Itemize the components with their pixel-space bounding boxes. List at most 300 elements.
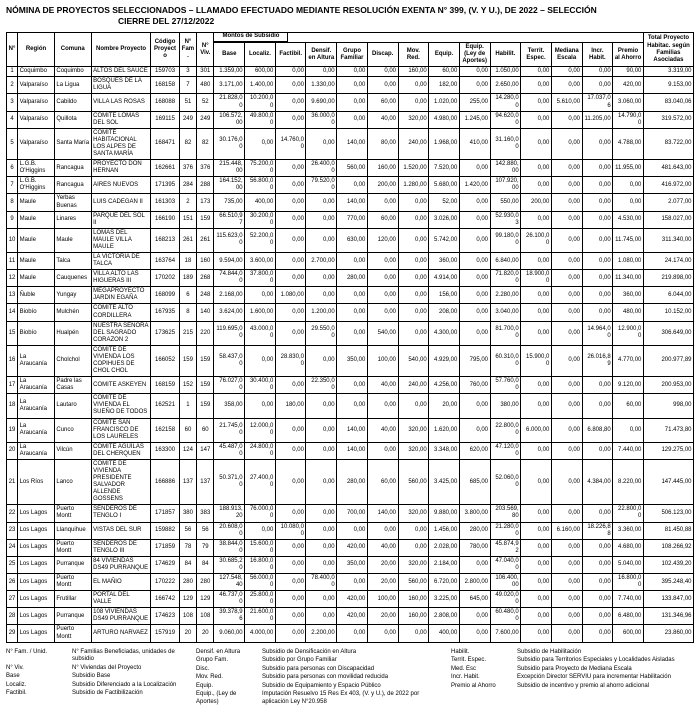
- cell-region: Valparaíso: [18, 111, 55, 128]
- legend-definition: Subsidio de Equipamiento y Espacio Público: [262, 682, 381, 689]
- cell-localiz: 56.800,00: [245, 177, 276, 194]
- table-row: [7, 442, 694, 459]
- cell-densif-altura: 1.200,00: [306, 304, 337, 321]
- cell-numero: 8: [7, 194, 18, 211]
- cell-discap: 0,00: [367, 77, 398, 94]
- cell-total: 24.174,00: [643, 252, 693, 269]
- cell-codigo-proyecto: 162661: [151, 160, 179, 177]
- cell-codigo-proyecto: 159882: [151, 522, 179, 539]
- cell-codigo-proyecto: 170222: [151, 574, 179, 591]
- cell-discap: 120,00: [367, 228, 398, 252]
- cell-densif-altura: 0,00: [306, 287, 337, 304]
- cell-incr-habit: 0,00: [582, 177, 613, 194]
- cell-localiz: 25.800,00: [245, 591, 276, 608]
- cell-nombre-proyecto: MEGAPROYECTO JARDIN EGAÑA: [91, 287, 151, 304]
- cell-comuna: Cauquenes: [54, 270, 91, 287]
- cell-num-viv: 376: [197, 160, 214, 177]
- cell-codigo-proyecto: 163764: [151, 252, 179, 269]
- cell-mov-red: 320,00: [398, 556, 429, 573]
- cell-codigo-proyecto: 162158: [151, 418, 179, 442]
- cell-habilit: 6.840,00: [490, 252, 521, 269]
- cell-territ-espec: 0,00: [521, 252, 552, 269]
- cell-incr-habit: 17.037,06: [582, 94, 613, 111]
- cell-nombre-proyecto: COMITÉ HABITACIONAL LOS ALPES DE SANTA MARÍA: [91, 128, 151, 159]
- cell-discap: 20,00: [367, 608, 398, 625]
- cell-total: 506.123,00: [643, 505, 693, 522]
- cell-territ-espec: 0,00: [521, 287, 552, 304]
- cell-premio-ahorro: 22.800,00: [613, 505, 644, 522]
- cell-premio-ahorro: 3.360,00: [613, 522, 644, 539]
- legend-definition: Subsidio por Grupo Familiar: [262, 657, 337, 664]
- table-row: [7, 459, 694, 504]
- cell-localiz: 12.000,00: [245, 418, 276, 442]
- cell-num-viv: 52: [197, 94, 214, 111]
- legend-definition: Subsidio Base: [72, 673, 111, 680]
- cell-grupo-familiar: 0,00: [337, 304, 368, 321]
- cell-grupo-familiar: 0,00: [337, 77, 368, 94]
- cell-num-fam: 124: [179, 442, 196, 459]
- cell-grupo-familiar: 0,00: [337, 377, 368, 394]
- cell-nombre-proyecto: LOMAS DEL MAULE VILLA MAULE: [91, 228, 151, 252]
- cell-region: Los Ríos: [18, 459, 55, 504]
- cell-equip: 3.425,00: [429, 459, 460, 504]
- cell-num-fam: 137: [179, 459, 196, 504]
- legend-term: Grupo Fam.: [196, 657, 229, 664]
- col-header-total: Total Proyecto Habitac. según Familias Asociadas: [643, 32, 693, 66]
- cell-premio-ahorro: 0,00: [613, 194, 644, 211]
- cell-num-viv: 480: [197, 77, 214, 94]
- cell-nombre-proyecto: SENDEROS DE TENGLO I: [91, 505, 151, 522]
- cell-factibil: 0,00: [275, 505, 306, 522]
- cell-mov-red: 0,00: [398, 304, 429, 321]
- cell-incr-habit: 0,00: [582, 194, 613, 211]
- legend-item: [6, 690, 186, 698]
- cell-premio-ahorro: 9.120,00: [613, 377, 644, 394]
- cell-territ-espec: 0,00: [521, 321, 552, 345]
- col-header-premio-ahorro: Premio al Ahorro: [613, 43, 644, 67]
- table-row: [7, 160, 694, 177]
- cell-equip-ley-aportes: 2.800,00: [459, 574, 490, 591]
- cell-equip-ley-aportes: 0,00: [459, 160, 490, 177]
- cell-equip: 1.968,00: [429, 128, 460, 159]
- cell-discap: 0,00: [367, 625, 398, 642]
- cell-discap: 20,00: [367, 556, 398, 573]
- cell-mov-red: 0,00: [398, 211, 429, 228]
- cell-total: 102.439,20: [643, 556, 693, 573]
- cell-nombre-proyecto: COMITE LOMAS DEL SOL: [91, 111, 151, 128]
- table-row: [7, 77, 694, 94]
- cell-densif-altura: 0,00: [306, 394, 337, 418]
- cell-total: 10.152,00: [643, 304, 693, 321]
- table-row: [7, 505, 694, 522]
- cell-localiz: 3.600,00: [245, 252, 276, 269]
- cell-equip: 5.680,00: [429, 177, 460, 194]
- legend-definition: Subsidio para personas con movilidad reducida: [262, 674, 389, 681]
- cell-densif-altura: 0,00: [306, 228, 337, 252]
- legend-definition: Excepción Director SERVIU para incrementar Habilitación: [517, 674, 671, 681]
- cell-factibil: 0,00: [275, 556, 306, 573]
- cell-codigo-proyecto: 170202: [151, 270, 179, 287]
- legend-item: [196, 683, 441, 691]
- cell-factibil: 0,00: [275, 591, 306, 608]
- cell-mov-red: 0,00: [398, 94, 429, 111]
- cell-incr-habit: 0,00: [582, 67, 613, 77]
- cell-equip: 60,00: [429, 67, 460, 77]
- cell-equip-ley-aportes: 0,00: [459, 321, 490, 345]
- cell-num-fam: 78: [179, 539, 196, 556]
- cell-grupo-familiar: 140,00: [337, 128, 368, 159]
- cell-total: 319.572,00: [643, 111, 693, 128]
- cell-nombre-proyecto: COMITE DE VIVIENDA EL SUEÑO DE TODOS: [91, 394, 151, 418]
- cell-factibil: 180,00: [275, 394, 306, 418]
- cell-premio-ahorro: 1.080,00: [613, 252, 644, 269]
- legend-item: [196, 674, 441, 682]
- cell-equip-ley-aportes: 3.800,00: [459, 505, 490, 522]
- cell-num-viv: 147: [197, 442, 214, 459]
- cell-codigo-proyecto: 168159: [151, 377, 179, 394]
- cell-factibil: 1.080,00: [275, 287, 306, 304]
- legend-term: Disc.: [196, 665, 210, 672]
- cell-equip: 52,00: [429, 194, 460, 211]
- cell-mediana-escala: 0,00: [551, 418, 582, 442]
- cell-codigo-proyecto: 162521: [151, 394, 179, 418]
- cell-base: 74.844,00: [214, 270, 245, 287]
- cell-comuna: Rancagua: [54, 177, 91, 194]
- cell-base: 1.359,00: [214, 67, 245, 77]
- cell-comuna: Talca: [54, 252, 91, 269]
- cell-region: Biobío: [18, 321, 55, 345]
- cell-base: 358,00: [214, 394, 245, 418]
- cell-discap: 20,00: [367, 574, 398, 591]
- cell-habilit: 107.920,00: [490, 177, 521, 194]
- cell-codigo-proyecto: 166886: [151, 459, 179, 504]
- cell-base: 115.623,00: [214, 228, 245, 252]
- legend-term: Factibil.: [6, 690, 27, 697]
- cell-num-viv: 261: [197, 228, 214, 252]
- table-row: [7, 591, 694, 608]
- cell-nombre-proyecto: 84 VIVIENDAS DS49 PURRANQUE: [91, 556, 151, 573]
- table-row: [7, 522, 694, 539]
- cell-densif-altura: 0,00: [306, 128, 337, 159]
- cell-num-fam: 8: [179, 304, 196, 321]
- cell-numero: 27: [7, 591, 18, 608]
- cell-densif-altura: 0,00: [306, 459, 337, 504]
- cell-equip-ley-aportes: 0,00: [459, 625, 490, 642]
- cell-mediana-escala: 0,00: [551, 608, 582, 625]
- cell-num-viv: 79: [197, 539, 214, 556]
- cell-mediana-escala: 0,00: [551, 287, 582, 304]
- cell-grupo-familiar: 560,00: [337, 160, 368, 177]
- cell-grupo-familiar: 280,00: [337, 459, 368, 504]
- cell-incr-habit: 0,00: [582, 77, 613, 94]
- cell-equip-ley-aportes: 1.420,00: [459, 177, 490, 194]
- cell-numero: 19: [7, 418, 18, 442]
- cell-comuna: Mulchén: [54, 304, 91, 321]
- cell-factibil: 0,00: [275, 160, 306, 177]
- cell-mov-red: 0,00: [398, 270, 429, 287]
- cell-nombre-proyecto: COMITE DE VIVIENDA LOS COPIHUES DE CHOL CHOL: [91, 345, 151, 376]
- cell-mov-red: 320,00: [398, 418, 429, 442]
- cell-comuna: Maule: [54, 228, 91, 252]
- cell-base: 20.608,00: [214, 522, 245, 539]
- cell-mediana-escala: 0,00: [551, 505, 582, 522]
- cell-equip-ley-aportes: 0,00: [459, 394, 490, 418]
- cell-numero: 23: [7, 522, 18, 539]
- table-row: [7, 539, 694, 556]
- cell-densif-altura: 0,00: [306, 556, 337, 573]
- cell-num-viv: 220: [197, 321, 214, 345]
- legend-item: [451, 666, 684, 674]
- cell-region: La Araucanía: [18, 345, 55, 376]
- cell-incr-habit: 0,00: [582, 394, 613, 418]
- cell-habilit: 94.620,00: [490, 111, 521, 128]
- cell-equip-ley-aportes: 0,00: [459, 77, 490, 94]
- cell-discap: 0,00: [367, 287, 398, 304]
- cell-mov-red: 160,00: [398, 67, 429, 77]
- cell-grupo-familiar: 420,00: [337, 591, 368, 608]
- cell-numero: 25: [7, 556, 18, 573]
- cell-grupo-familiar: 0,00: [337, 522, 368, 539]
- col-header-region: Región: [18, 32, 55, 66]
- cell-localiz: 24.800,00: [245, 442, 276, 459]
- cell-mov-red: 0,00: [398, 228, 429, 252]
- legend-column-1: [6, 649, 196, 707]
- cell-mov-red: 160,00: [398, 608, 429, 625]
- cell-equip-ley-aportes: 0,00: [459, 252, 490, 269]
- cell-num-fam: 2: [179, 194, 196, 211]
- col-header-densif-altura: Densif. en Altura: [306, 43, 337, 67]
- cell-codigo-proyecto: 171395: [151, 177, 179, 194]
- legend-term: Mov. Red.: [196, 674, 223, 681]
- cell-premio-ahorro: 11.955,00: [613, 160, 644, 177]
- cell-nombre-proyecto: LUIS CADEGAN II: [91, 194, 151, 211]
- col-header-equip: Equip.: [429, 43, 460, 67]
- cell-discap: 60,00: [367, 211, 398, 228]
- cell-habilit: 52.060,00: [490, 459, 521, 504]
- col-header-factibil: Factibil.: [275, 43, 306, 67]
- cell-num-viv: 288: [197, 177, 214, 194]
- document-title-line2: CIERRE DEL 27/12/2022: [118, 16, 215, 27]
- cell-nombre-proyecto: PORTAL DEL VALLE: [91, 591, 151, 608]
- cell-incr-habit: 0,00: [582, 160, 613, 177]
- cell-densif-altura: 0,00: [306, 505, 337, 522]
- cell-incr-habit: 0,00: [582, 625, 613, 642]
- cell-total: 147.445,00: [643, 459, 693, 504]
- cell-grupo-familiar: 350,00: [337, 345, 368, 376]
- col-header-mediana-escala: Mediana Escala: [551, 43, 582, 67]
- cell-discap: 0,00: [367, 270, 398, 287]
- cell-premio-ahorro: 3.060,00: [613, 94, 644, 111]
- cell-premio-ahorro: 60,00: [613, 394, 644, 418]
- cell-discap: 80,00: [367, 128, 398, 159]
- cell-incr-habit: 0,00: [582, 211, 613, 228]
- cell-nombre-proyecto: PROYECTO DON HERNAN: [91, 160, 151, 177]
- cell-discap: 0,00: [367, 442, 398, 459]
- cell-nombre-proyecto: COMITE AGUILAS DEL CHERQUEN: [91, 442, 151, 459]
- cell-factibil: 0,00: [275, 194, 306, 211]
- cell-mediana-escala: 0,00: [551, 111, 582, 128]
- cell-equip: 3.026,00: [429, 211, 460, 228]
- legend-definition: Subsidio Diferenciado a la Localización: [72, 681, 177, 688]
- cell-mov-red: 320,00: [398, 442, 429, 459]
- table-row: [7, 608, 694, 625]
- cell-region: Valparaíso: [18, 94, 55, 111]
- cell-base: 9.594,00: [214, 252, 245, 269]
- cell-nombre-proyecto: EL MAÑIO: [91, 574, 151, 591]
- cell-mediana-escala: 6.160,00: [551, 522, 582, 539]
- cell-equip-ley-aportes: 0,00: [459, 304, 490, 321]
- cell-localiz: 75.200,00: [245, 160, 276, 177]
- cell-densif-altura: 0,00: [306, 522, 337, 539]
- cell-densif-altura: 26.400,00: [306, 160, 337, 177]
- legend-item: [6, 673, 186, 681]
- table-row: [7, 228, 694, 252]
- cell-mediana-escala: 0,00: [551, 160, 582, 177]
- cell-codigo-proyecto: 168088: [151, 94, 179, 111]
- cell-localiz: 600,00: [245, 67, 276, 77]
- cell-grupo-familiar: 0,00: [337, 252, 368, 269]
- cell-comuna: Yerbas Buenas: [54, 194, 91, 211]
- cell-equip-ley-aportes: 0,00: [459, 194, 490, 211]
- cell-codigo-proyecto: 169115: [151, 111, 179, 128]
- cell-discap: 0,00: [367, 67, 398, 77]
- cell-territ-espec: 0,00: [521, 442, 552, 459]
- cell-num-viv: 137: [197, 459, 214, 504]
- cell-mediana-escala: 0,00: [551, 539, 582, 556]
- cell-factibil: 28.830,00: [275, 345, 306, 376]
- cell-num-viv: 56: [197, 522, 214, 539]
- cell-codigo-proyecto: 161303: [151, 194, 179, 211]
- cell-num-viv: 129: [197, 591, 214, 608]
- cell-territ-espec: 0,00: [521, 211, 552, 228]
- cell-nombre-proyecto: PARQUE DEL SOL II: [91, 211, 151, 228]
- table-row: [7, 128, 694, 159]
- cell-num-viv: 248: [197, 287, 214, 304]
- cell-densif-altura: 0,00: [306, 211, 337, 228]
- cell-premio-ahorro: 480,00: [613, 304, 644, 321]
- legend-term: Incr. Habit.: [451, 674, 480, 681]
- cell-base: 46.737,00: [214, 591, 245, 608]
- cell-base: 215.448,00: [214, 160, 245, 177]
- cell-premio-ahorro: 5.040,00: [613, 556, 644, 573]
- cell-localiz: 10.200,00: [245, 94, 276, 111]
- cell-localiz: 0,00: [245, 522, 276, 539]
- cell-numero: 16: [7, 345, 18, 376]
- cell-numero: 1: [7, 67, 18, 77]
- cell-total: 3.319,00: [643, 67, 693, 77]
- table-row: [7, 111, 694, 128]
- cell-equip-ley-aportes: 795,00: [459, 345, 490, 376]
- cell-comuna: Quillota: [54, 111, 91, 128]
- cell-num-fam: 280: [179, 574, 196, 591]
- legend-item: [451, 683, 684, 691]
- cell-num-fam: 3: [179, 67, 196, 77]
- cell-densif-altura: 29.550,00: [306, 321, 337, 345]
- col-header-codigo-proyecto: Código Proyecto: [151, 32, 179, 66]
- cell-incr-habit: 0,00: [582, 287, 613, 304]
- cell-densif-altura: 2.700,00: [306, 252, 337, 269]
- cell-localiz: 0,00: [245, 128, 276, 159]
- cell-region: La Araucanía: [18, 394, 55, 418]
- cell-nombre-proyecto: VILLA LAS ROSAS: [91, 94, 151, 111]
- cell-mov-red: 0,00: [398, 625, 429, 642]
- col-header-num-fam: N° Fam.: [179, 32, 196, 66]
- cell-num-viv: 140: [197, 304, 214, 321]
- cell-localiz: 30.400,00: [245, 377, 276, 394]
- cell-incr-habit: 0,00: [582, 556, 613, 573]
- col-header-num-viv: N° Viv.: [197, 32, 214, 66]
- cell-territ-espec: 6.000,00: [521, 418, 552, 442]
- cell-mov-red: 0,00: [398, 394, 429, 418]
- cell-incr-habit: 26.016,89: [582, 345, 613, 376]
- cell-localiz: 15.600,00: [245, 539, 276, 556]
- cell-num-fam: 159: [179, 345, 196, 376]
- cell-comuna: Yungay: [54, 287, 91, 304]
- cell-premio-ahorro: 6.480,00: [613, 608, 644, 625]
- cell-num-viv: 301: [197, 67, 214, 77]
- cell-total: 6.044,00: [643, 287, 693, 304]
- cell-incr-habit: 0,00: [582, 304, 613, 321]
- cell-equip: 4.914,00: [429, 270, 460, 287]
- cell-premio-ahorro: 16.800,00: [613, 574, 644, 591]
- cell-habilit: 47.120,00: [490, 442, 521, 459]
- cell-equip: 182,00: [429, 77, 460, 94]
- cell-territ-espec: 0,00: [521, 128, 552, 159]
- cell-nombre-proyecto: VISTAS DEL SUR: [91, 522, 151, 539]
- legend-item: [6, 649, 186, 664]
- cell-region: Los Lagos: [18, 591, 55, 608]
- cell-habilit: 21.280,00: [490, 522, 521, 539]
- cell-num-viv: 159: [197, 394, 214, 418]
- cell-codigo-proyecto: 174623: [151, 608, 179, 625]
- cell-territ-espec: 0,00: [521, 377, 552, 394]
- cell-codigo-proyecto: 168158: [151, 77, 179, 94]
- cell-premio-ahorro: 360,00: [613, 287, 644, 304]
- cell-densif-altura: 0,00: [306, 418, 337, 442]
- cell-region: Los Lagos: [18, 625, 55, 642]
- cell-codigo-proyecto: 167935: [151, 304, 179, 321]
- cell-numero: 17: [7, 377, 18, 394]
- cell-grupo-familiar: 140,00: [337, 442, 368, 459]
- col-header-equip-ley-aportes: Equip. (Ley de Aportes): [459, 43, 490, 67]
- legend-definition: Subsidio para personas con Discapacidad: [262, 665, 375, 672]
- cell-incr-habit: 0,00: [582, 442, 613, 459]
- cell-equip: 3.225,00: [429, 591, 460, 608]
- cell-densif-altura: 1.330,00: [306, 77, 337, 94]
- cell-territ-espec: 0,00: [521, 67, 552, 77]
- cell-codigo-proyecto: 168099: [151, 287, 179, 304]
- cell-num-fam: 56: [179, 522, 196, 539]
- legend-term: Localiz.: [6, 681, 27, 688]
- cell-grupo-familiar: 420,00: [337, 608, 368, 625]
- cell-equip: 4.256,00: [429, 377, 460, 394]
- cell-equip-ley-aportes: 0,00: [459, 270, 490, 287]
- cell-num-viv: 84: [197, 556, 214, 573]
- legend-definition: Subsidio para Territorios Especiales y Localidades Aisladas: [517, 657, 675, 664]
- cell-grupo-familiar: 140,00: [337, 194, 368, 211]
- cell-grupo-familiar: 0,00: [337, 394, 368, 418]
- cell-mov-red: 0,00: [398, 539, 429, 556]
- cell-incr-habit: 0,00: [582, 377, 613, 394]
- cell-num-viv: 249: [197, 111, 214, 128]
- cell-nombre-proyecto: LA VICTORIA DE TALCA: [91, 252, 151, 269]
- table-row: [7, 194, 694, 211]
- cell-total: 71.473,80: [643, 418, 693, 442]
- cell-base: 50.371,00: [214, 459, 245, 504]
- cell-base: 39.378,96: [214, 608, 245, 625]
- cell-comuna: Puerto Montt: [54, 505, 91, 522]
- cell-total: 416.972,00: [643, 177, 693, 194]
